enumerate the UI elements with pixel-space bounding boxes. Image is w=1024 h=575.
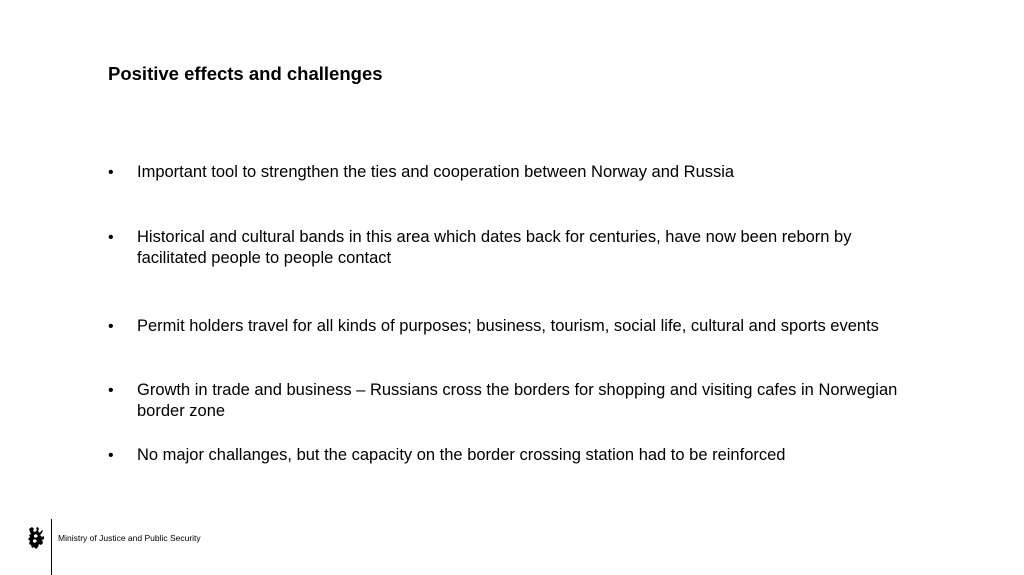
- slide-title: Positive effects and challenges: [108, 63, 383, 84]
- bullet-item: [108, 316, 908, 337]
- bullet-text: No major challanges, but the capacity on the border crossing station had to be reinforced: [137, 446, 786, 464]
- footer-divider: [51, 519, 52, 575]
- norwegian-coat-of-arms-lion-icon: [26, 526, 46, 550]
- bullet-item: [108, 380, 908, 422]
- bullet-text: Permit holders travel for all kinds of purposes; business, tourism, social life, cultural and sports events: [137, 317, 879, 335]
- bullet-item: [108, 445, 908, 466]
- bullet-marker: •: [108, 447, 114, 464]
- bullet-item: [108, 227, 908, 269]
- bullet-text: Growth in trade and business – Russians cross the borders for shopping and visiting cafes in Norwegian border zone: [137, 381, 898, 420]
- ministry-name: Ministry of Justice and Public Security: [58, 533, 201, 543]
- bullet-marker: •: [108, 164, 114, 181]
- bullet-marker: •: [108, 318, 114, 335]
- bullet-text: Historical and cultural bands in this area which dates back for centuries, have now been reborn by facilitated people to people contact: [137, 228, 852, 267]
- bullet-text: Important tool to strengthen the ties and cooperation between Norway and Russia: [137, 163, 735, 181]
- bullet-marker: •: [108, 229, 114, 246]
- bullet-item: [108, 162, 908, 183]
- bullet-marker: •: [108, 382, 114, 399]
